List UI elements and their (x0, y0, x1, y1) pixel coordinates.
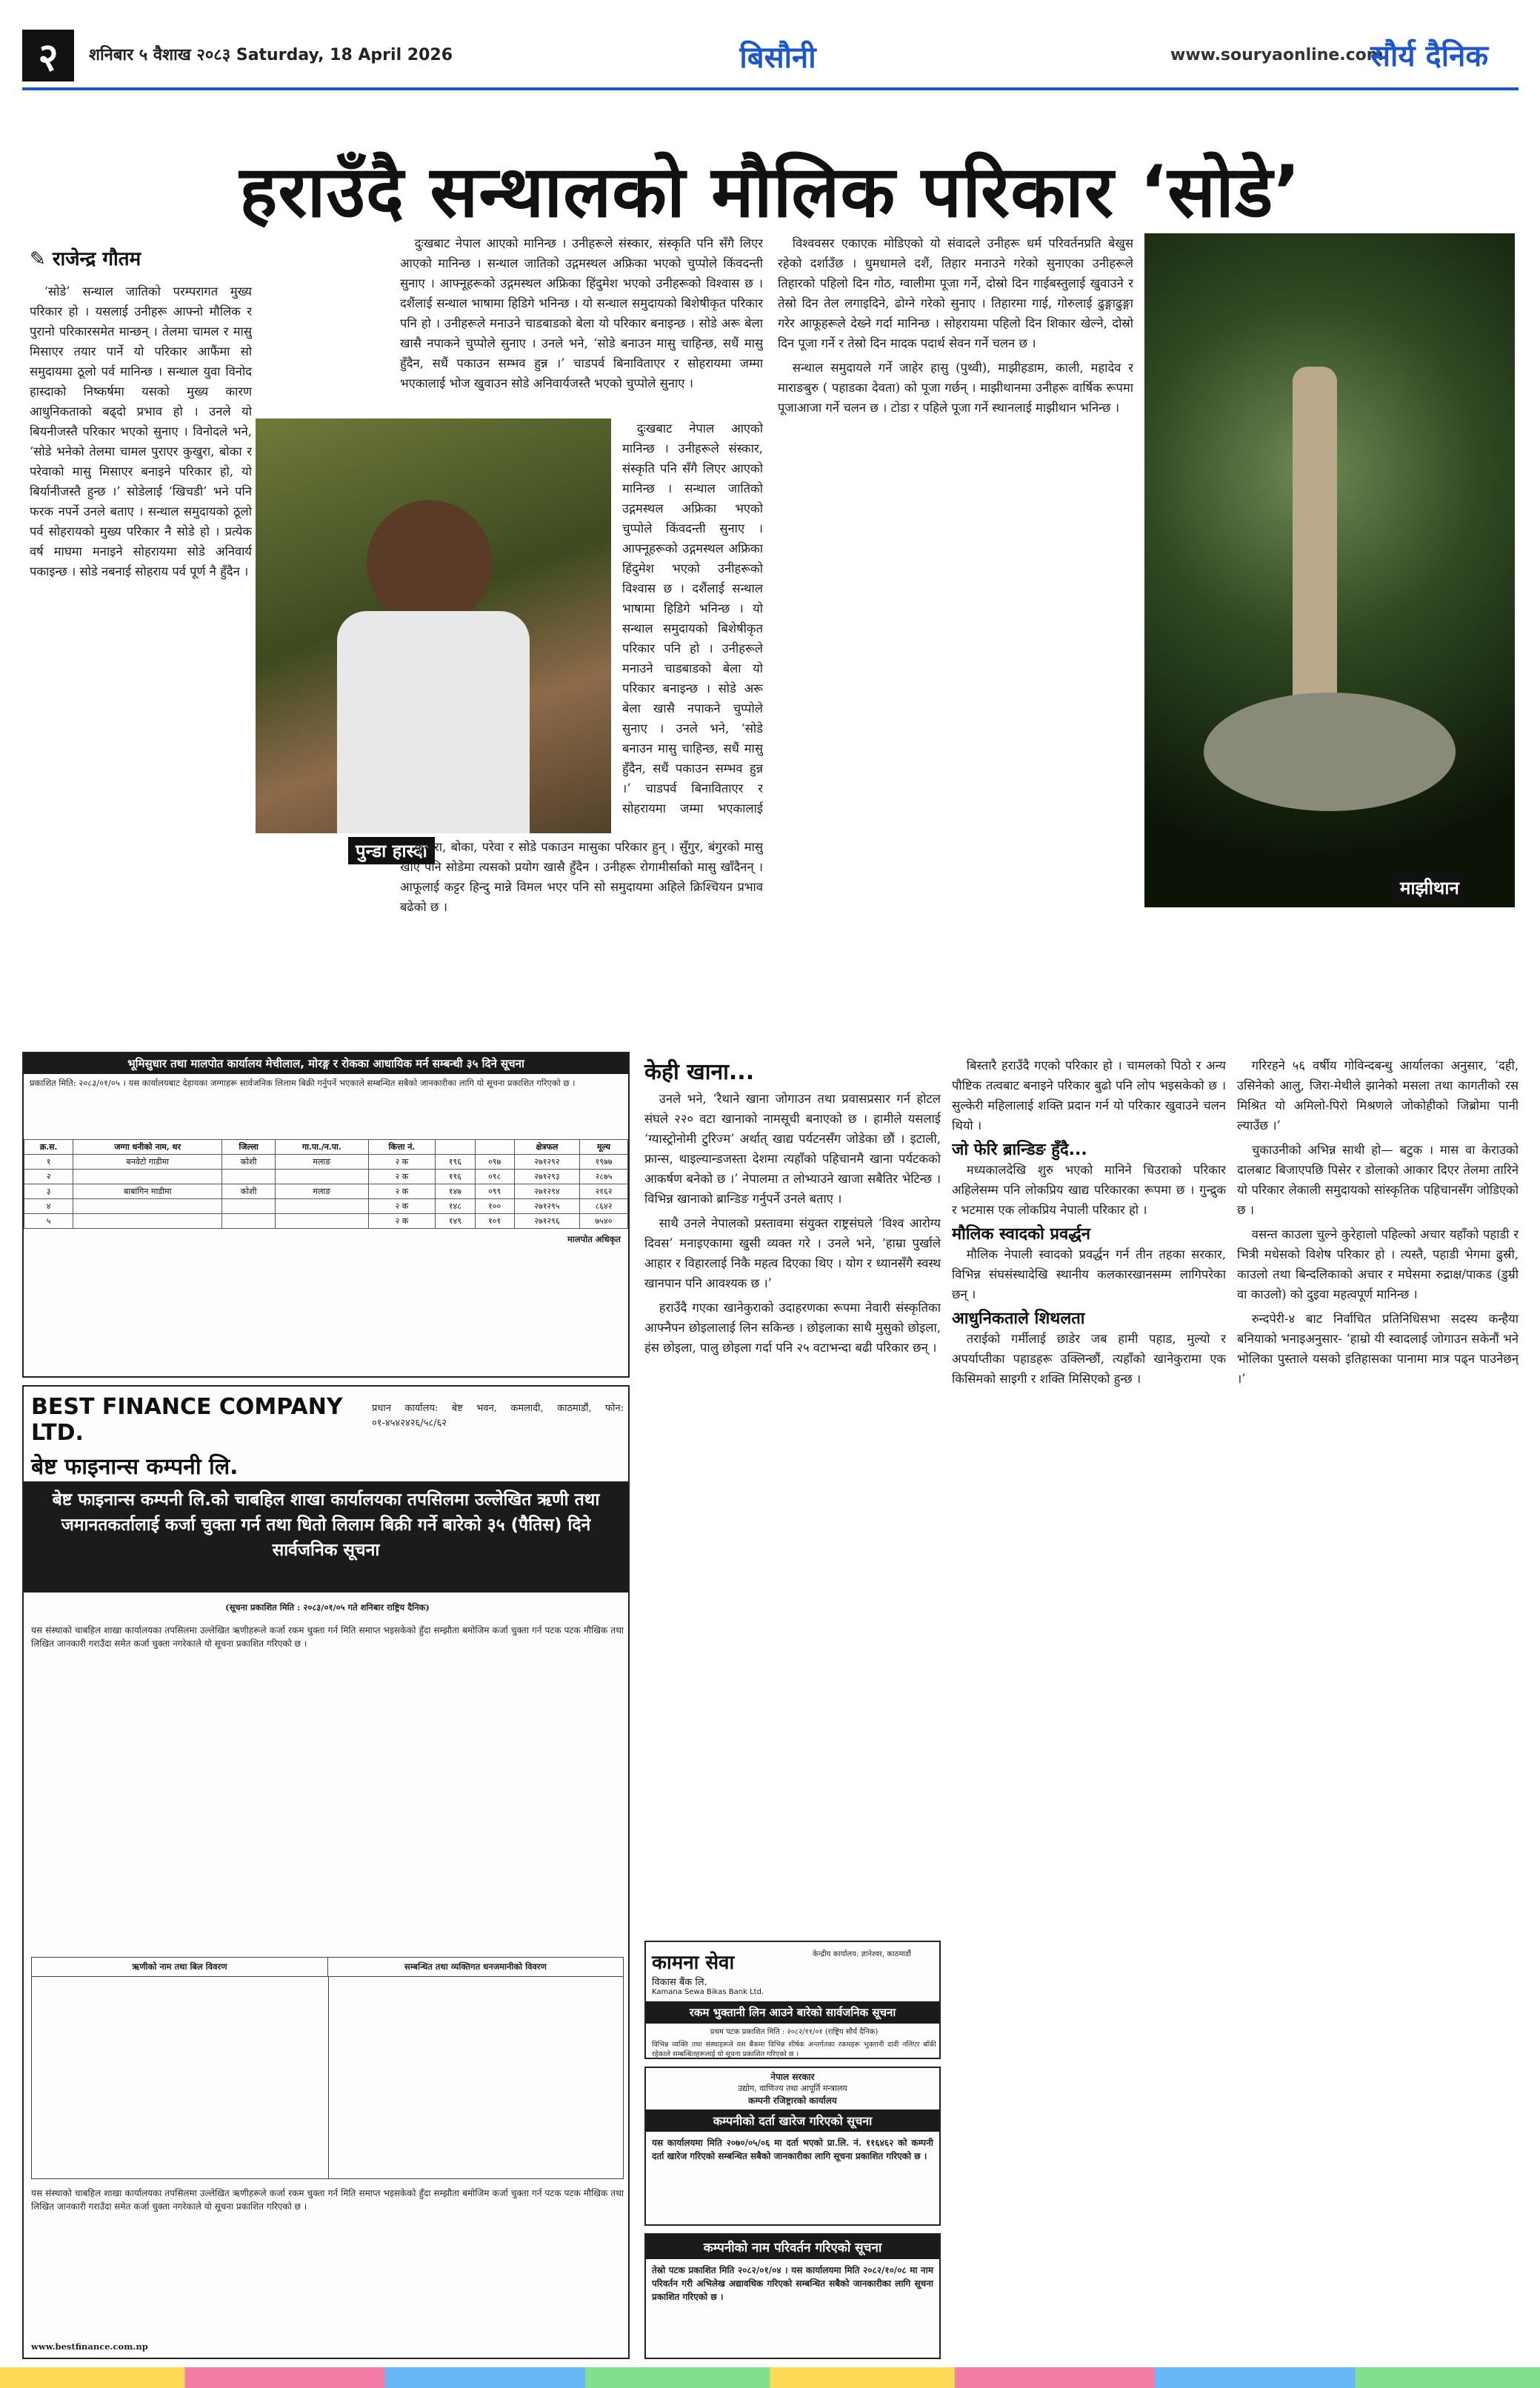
person-figure-body (337, 611, 530, 833)
finance-website[interactable]: www.bestfinance.com.np (31, 2341, 148, 2352)
kamana-headline: रकम भुक्तानी लिन आउने बारेको सार्वजनिक सूचना (646, 2001, 939, 2024)
table-row: ३ बाबांगिन माडीमा कोशी मलाङ २ क १४७ ०९९ २७१२९४ २१६२ (24, 1184, 628, 1199)
subheading: मौलिक स्वादको प्रवर्द्धन (952, 1225, 1090, 1244)
table-row: २ २ क १९६ ०९८ २७१२९३ २८७५ (24, 1170, 628, 1184)
article-paragraph: सन्थाल समुदायले गर्ने जाहेर हासु (पुथ्वी), माझीहडाम, काली, महादेव र माराङबुरु ( पहाडका देवता) को पूजा गर्छन् । माझीथानमा उनीहरू वार्षिक रूपमा पूजाआजा गर्ने चलन छ । टोडा र पहिले पूजा गर्ने स्थानलाई माझीथान भनिन्छ । (778, 361, 1133, 415)
author-name: राजेन्द्र गौतम (52, 248, 141, 270)
lower-column-b (952, 1055, 1226, 2359)
photo-caption: पुन्डा हास्दा (348, 837, 435, 864)
finance-notice (22, 1385, 630, 2359)
kamana-name-en: Kamana Sewa Bikas Bank Ltd. (652, 1988, 764, 1996)
kamana-name-np: कामना सेवा (652, 1952, 735, 1974)
finance-logo (31, 1394, 357, 1480)
finance-address: प्रधान कार्यालय: बेष्ट भवन, कमलादी, काठमाडौं, फोन: ०१-४५४२४२६/५८/६२ (372, 1403, 624, 1429)
article-paragraph: गरिरहने ५६ वर्षीय गोविन्दबन्धु आर्यालका अनुसार, ‘दही, उसिनेको आलु, जिरा-मेथीले झानेको मसला तथा कागतीको रस मिश्रित यो अमिलो-पिरो मिश्रणले जोकोहीको जिब्रोमा पानी ल्याउँछ ।’ (1237, 1058, 1519, 1133)
article-column-1 (30, 281, 252, 918)
finance-name-np: बेष्ट फाइनान्स कम्पनी लि. (31, 1454, 239, 1480)
article-paragraph: रुन्दपेरी-४ बाट निर्वाचित प्रतिनिधिसभा सदस्य कन्हैया बनियाको भनाइअनुसार- ‘हाम्रो यी स्वादलाई जोगाउन सकेनौं भने भोलिका पुस्ताले यसको इतिहासका पानामा मात्र पढ्न पाउनेछन् ।’ (1237, 1312, 1519, 1386)
subheading: जो फेरि ब्रान्डिङ हुँदै... (952, 1141, 1087, 1159)
kamana-notice (644, 1941, 941, 2059)
article-paragraph: मौलिक नेपाली स्वादको प्रवर्द्धन गर्न तीन तहका सरकार, विभिन्न संघसंस्थादेखि स्थानीय कलकारखानसम्म लागिपरेका छन् । (952, 1247, 1226, 1301)
finance-terms: यस संस्थाको चाबहिल शाखा कार्यालयका तपसिलमा उल्लेखित ऋणीहरूले कर्जा रकम चुक्ता गर्न मिति समाप्त भइसकेको हुँदा सम्झौता बमोजिम कर्जा चुक्ता गर्न पटक पटक मौखिक तथा लिखित जानकारी गराउँदा समेत कर्जा चुक्ता नगरेकाले यो सूचना प्रकाशित गरिएको छ । (31, 2188, 624, 2212)
finance-date: (सूचना प्रकाशित मिति : २०८३/०१/०५ गते शनिबार राष्ट्रिय दैनिक) (225, 1602, 430, 1612)
table-header: क्र.स. जग्गा धनीको नाम, थर जिल्ला गा.पा./न.पा. कित्ता नं. क्षेत्रफल मूल्य (24, 1140, 628, 1155)
finance-name-en: BEST FINANCE COMPANY LTD. (31, 1394, 343, 1446)
section-title: बिसौनी (739, 41, 816, 75)
kamana-address: केन्द्रीय कार्यालय: ज्ञानेश्वर, काठमाडौं (813, 1950, 911, 1958)
subheading: केही खाना... (644, 1059, 755, 1085)
tender-table (24, 1139, 628, 1229)
kamana-name-np2: विकास बैंक लि. (652, 1977, 707, 1988)
article-paragraph: कुखुरा, बोका, परेवा र सोडे पकाउन मासुका परिकार हुन् । सुँगुर, बंगुरको मासु खाए पनि सोडेमा त्यसको प्रयोग खासै हुँदैन । उनीहरू रोगामीर्साको मासु खाँदैनन् । आफूलाई कट्टर हिन्दु मान्ने विमल भएर पनि सो समुदायमा अहिले क्रिश्चियन प्रभाव बढेको छ । (400, 840, 763, 914)
dateline: शनिबार ५ वैशाख २०८३ Saturday, 18 April 2026 (89, 46, 453, 64)
article-column-2-bottom (400, 837, 763, 1044)
finance-table (31, 1957, 624, 2179)
govt-headline: कम्पनीको दर्ता खारेज गरिएको सूचना (646, 2109, 939, 2132)
article-paragraph: हराउँदै गएका खानेकुराको उदाहरणका रूपमा नेवारी संस्कृतिका आफ्नैपन छोइलालाई लिन सकिन्छ । छोइलाका साथै मुसुको छोइला, हंस छोइला, पालु छोइला गर्दा पनि २५ वटाभन्दा बढी परिकार छन् । (644, 1301, 941, 1355)
website-link[interactable]: www.souryaonline.com (1170, 46, 1384, 64)
wooden-pillar (1293, 367, 1337, 737)
subheading: आधुनिकताले शिथलता (952, 1310, 1085, 1328)
main-headline: हराउँदै सन्थालको मौलिक परिकार ‘सोडे’ (239, 150, 1301, 233)
kamana-body: विभिन्न व्यक्ति तथा संस्थाहरूले यस बैंकमा विभिन्न शीर्षक अन्तर्गतका रकमहरू भुक्तानी दावी नलिएर बाँकी रहेकाले सम्बन्धितहरूलाई यो सूचना प्रकाशित गरिएको छ । (652, 2041, 936, 2058)
rename-body: तेस्रो पटक प्रकाशित मिति २०८२/०१/०४ । यस कार्यालयमा मिति २०८२/१०/०८ मा नाम परिवर्तन गरी अभिलेख अद्यावधिक गरिएको सम्बन्धित सबैको जानकारीका लागि सूचना प्रकाशित गरिएको छ । (652, 2265, 933, 2302)
article-paragraph: दुःखबाट नेपाल आएको मानिन्छ । उनीहरूले संस्कार, संस्कृति पनि सँगै लिएर आएको मानिन्छ । सन्थाल जातिको उद्गमस्थल अफ्रिका भएको चुप्पोले किंवदन्ती सुनाए । आफ्नूहरूको उद्गमस्थल अफ्रिका हिंदुमेश भएको उनीहरूको विश्वास छ । दशैंलाई सन्थाल भाषामा हिडिगे भनिन्छ । यो सन्थाल समुदायको बिशेषीकृत परिकार पनि हो । उनीहरूले मनाउने चाडबाडको बेला यो परिकार बनाइन्छ । सोडे अरू बेला खासै नपाकने चुप्पोले सुनाए । उनले भने, ‘सोडे बनाउन मासु चाहिन्छ, सधैं मासु हुँदैन, सधैं पकाउन सम्भव हुन्न ।’ चाडपर्व बिनाविताएर र सोहरायमा जम्मा भएकालाई (622, 421, 763, 816)
tender-body: प्रकाशित मिति: २०८३/०१/०५ । यस कार्यालयबाट देहायका जग्गाहरू सार्वजनिक लिलाम बिक्री गर्नुपर्ने भएकाले सम्बन्धित सबैको जानकारीका लागि यो सूचना प्रकाशित गरिएको छ । (30, 1078, 576, 1088)
article-paragraph: विश्ववसर एकाएक मोडिएको यो संवादले उनीहरू धर्म परिवर्तनप्रति बेखुस रहेको दर्शाउँछ । धुमधामले दशैं, तिहार मनाउने गरेको सुनाएका उनीहरूले तिहारको पहिलो दिन गोठ, ग्वालीमा पूजा गर्ने, दोस्रो दिन गाईबस्तुलाई खुवाउने र तेस्रो दिन तेल लगाइदिने, ढोग्ने गरेको सुनाए । तिहारमा गाई, गोरुलाई ढुङ्गाढुङ्गा गरेर आफूहरूले देख्ने गर्दा मानिन्छ । सोहरायमा पहिलो दिन शिकार खेल्ने, दोस्रो दिन पूजा गर्ने र तेस्रो दिन मादक पदार्थ सेवन गर्ने चलन छ । (778, 236, 1133, 350)
article-paragraph: बिस्तारै हराउँदै गएको परिकार हो । चामलको पिठो र अन्य पौष्टिक तत्वबाट बनाइने परिकार बुढो पनि लोप भइसकेको छ । सुल्केरी महिलालाई शक्ति प्रदान गर्न यो परिकार खुवाउने चलन थियो । (952, 1058, 1226, 1133)
lower-column-a (644, 1089, 941, 1933)
article-paragraph: दुःखबाट नेपाल आएको मानिन्छ । उनीहरूले संस्कार, संस्कृति पनि सँगै लिएर आएको मानिन्छ । सन्थाल जातिको उद्गमस्थल अफ्रिका भएको चुप्पोले किंवदन्ती सुनाए । आफ्नूहरूको उद्गमस्थल अफ्रिका हिंदुमेश भएको उनीहरूको विश्वास छ । दशैंलाई सन्थाल भाषामा हिडिगे भनिन्छ । यो सन्थाल समुदायको बिशेषीकृत परिकार पनि हो । उनीहरूले मनाउने चाडबाडको बेला यो परिकार बनाइन्छ । सोडे अरू बेला खासै नपाकने चुप्पोले सुनाए । उनले भने, ‘सोडे बनाउन मासु चाहिन्छ, सधैं मासु हुँदैन, सधैं पकाउन सम्भव हुन्न ।’ चाडपर्व बिनाविताएर र सोहरायमा जम्मा भएकालाई भोज खुवाउन सोडे अनिवार्यजस्तै भएको चुप्पोले सुनाए । (400, 236, 763, 390)
article-paragraph: साथै उनले नेपालको प्रस्तावमा संयुक्त राष्ट्रसंघले ‘विश्व आरोग्य दिवस’ मनाइएकामा खुसी व्यक्त गरे । उनले भने, ‘हाम्रा पुर्खाले आहार र विहारलाई निकै महत्व दिएका थिए । योग र ध्यानसँगै स्वस्थ खानपान पनि आवश्यक छ ।’ (644, 1216, 941, 1290)
govt-title: नेपाल सरकार (770, 2072, 815, 2082)
rename-headline: कम्पनीको नाम परिवर्तन गरिएको सूचना (646, 2235, 939, 2259)
photo-caption: माझीथान (1393, 874, 1467, 901)
header-rule (22, 87, 1519, 90)
article-paragraph: वसन्त काउला चुल्ने कुरेहालो पहिल्को अचार यहाँको पहाडी र भित्री मधेसको विशेष परिकार हो । त्यस्तै, पहाडी भेगमा ढुस्री, काउलो तथा बिन्दलिकाको अचार र मघेसमा रुद्राक्ष/पाकड (डुम्री वा काउलो) को दुइवा महत्वपूर्ण मानिन्छ । (1237, 1227, 1519, 1301)
table-row: ४ २ क १४८ १०० २७१२९५ ८६४२ (24, 1199, 628, 1214)
portrait-photo (256, 418, 611, 833)
table-header: ऋणीको नाम तथा बिल विवरण (32, 1958, 328, 1977)
tender-title: भूमिसुधार तथा मालपोत कार्यालय मेचीलाल, मोरङ्ग र रोकका आधायिक मर्न सम्बन्धी ३५ दिने सूचना (24, 1053, 628, 1074)
kamana-date: प्रथम पटक प्रकाशित मिति : २०८२/११/०१ (राष्ट्रिय सौर्य दैनिक) (710, 2028, 879, 2036)
govt-body: यस कार्यालयमा मिति २०७०/०५/०६ मा दर्ता भएको प्रा.लि. नं. ११६४६२ को कम्पनी दर्ता खारेज गरिएको सम्बन्धित सबैको जानकारीका लागि सूचना प्रकाशित गरिएको छ । (652, 2138, 933, 2161)
article-column-3 (778, 233, 1133, 1048)
article-column-2 (400, 233, 763, 418)
person-figure-head (367, 500, 493, 626)
company-cancellation-notice (644, 2067, 941, 2226)
article-column-2-side (622, 418, 763, 818)
byline: ✎ राजेन्द्र गौतम (30, 248, 141, 270)
table-row: ५ २ क १४९ १०१ २७१२९६ ७५४० (24, 1214, 628, 1229)
stone-base (1204, 693, 1456, 811)
finance-headline: बेष्ट फाइनान्स कम्पनी लि.को चाबहिल शाखा कार्यालयका तपसिलमा उल्लेखित ऋणी तथा जमानतकर्तालाई कर्जा चुक्ता गर्न तथा धितो लिलाम बिक्री गर्ने बारेको ३५ (पैतिस) दिने सार्वजनिक सूचना (24, 1481, 628, 1592)
table-divider (328, 1977, 329, 2178)
kamana-logo (652, 1948, 807, 2000)
lower-column-c (1237, 1055, 1519, 2359)
shrine-photo (1144, 233, 1515, 907)
footer-decoration (0, 2367, 1540, 2388)
article-paragraph: उनले भने, ‘रैथाने खाना जोगाउन तथा प्रवासप्रसार गर्न होटल संघले २२० वटा खानाको नामसूची बनाएको छ । हामीले यसलाई ‘ग्यास्ट्रोनोमी टुरिज्म’ अर्थात् खाद्य पर्यटनसँग जोडेका छौं । इटाली, फ्रान्स, थाइल्यान्डजस्ता देशमा त्यहाँको पहिचानमै खाना पर्यटकको आकर्षण बनेको छ ।’ नेपालमा त लोभ्याउने खाजा सबैतिर भेटिन्छ । विभिन्न खानाको ब्रान्डिङ गर्नुपर्ने उनले बताए । (644, 1092, 941, 1206)
table-header: सम्बन्धित तथा व्यक्तिगत धनजमानीको विवरण (328, 1958, 623, 1977)
table-row: १ बनवेटो गाडीमा कोशी मलाङ २ क १९६ ०९७ २७१२९२ १९७७ (24, 1155, 628, 1170)
company-rename-notice (644, 2233, 941, 2359)
newspaper-logo: सौर्य दैनिक (1370, 39, 1489, 73)
page-number: २ (22, 30, 74, 81)
govt-ministry: उद्योग, वाणिज्य तथा आपूर्ति मन्त्रालय (738, 2084, 847, 2093)
article-paragraph: मध्यकालदेखि शुरु भएको मानिने चिउराको परिकार अहिलेसम्म पनि लोकप्रिय खाद्य परिकारका रूपमा छ । गुन्द्रुक र भटमास एक लोकप्रिय नेपाली परिकार हो । (952, 1163, 1226, 1217)
article-paragraph: ‘सोडे’ सन्थाल जातिको परम्परागत मुख्य परिकार हो । यसलाई उनीहरू आफ्नो मौलिक र पुरानो परिकारसमेत मान्छन् । तेलमा चामल र मासु मिसाएर तयार पार्ने यो परिकार आफैंमा सो समुदायमा ठूलो पर्व मानिन्छ । सन्थाल युवा विनोद हास्दाको निष्कर्षमा यसको मुख्य कारण आधुनिकताको बढ्दो प्रभाव हो । उनले यो बियनीजस्तै परिकार भएको सुनाए । विनोदले भने, ‘सोडे भनेको तेलमा चामल पुराएर कुखुरा, बोका र परेवाको मासु मिसाएर बनाइने परिकार हो, यो बिर्यानीजस्तै हुन्छ ।’ सोडेलाई ‘खिचडी’ भने पनि फरक नपर्ने उनले बताए । सन्थाल समुदायको ठूलो पर्व सोहरायको मुख्य परिकार नै सोडे हो । प्रत्येक वर्ष माघमा मनाइने सोहरायमा सोडे अनिवार्य पकाइन्छ । सोडे नबनाई सोहराय पर्व पूर्ण नै हुँदैन । (30, 284, 252, 578)
article-paragraph: चुकाउनीको अभिन्न साथी हो— बटुक । मास वा केराउको दालबाट बिजाएपछि पिसेर र डोलाको आकार दिएर तेलमा तारिने यो परिकार लेकाली समुदायको सांस्कृतिक पहिचानसँग जोडिएको छ । (1237, 1143, 1519, 1217)
finance-body: यस संस्थाको चाबहिल शाखा कार्यालयका तपसिलमा उल्लेखित ऋणीहरूले कर्जा रकम चुक्ता गर्न मिति समाप्त भइसकेको हुँदा सम्झौता बमोजिम कर्जा चुक्ता गर्न पटक पटक मौखिक तथा लिखित जानकारी गराउँदा समेत कर्जा चुक्ता नगरेकाले यो सूचना प्रकाशित गरिएको छ । (31, 1625, 624, 1649)
tender-signature: मालपोत अधिकृत (567, 1234, 621, 1244)
tender-notice (22, 1052, 630, 1378)
article-paragraph: तराईको गर्मीलाई छाडेर जब हामी पहाड, मुल्यो र अपर्याप्तीका पहाडहरू उक्लिन्छौं, त्यहाँको खानेकुरामा एक किसिमको साइगी र शक्ति मिसिएको हुन्छ । (952, 1332, 1226, 1386)
govt-office: कम्पनी रजिष्ट्रारको कार्यालय (748, 2095, 837, 2106)
